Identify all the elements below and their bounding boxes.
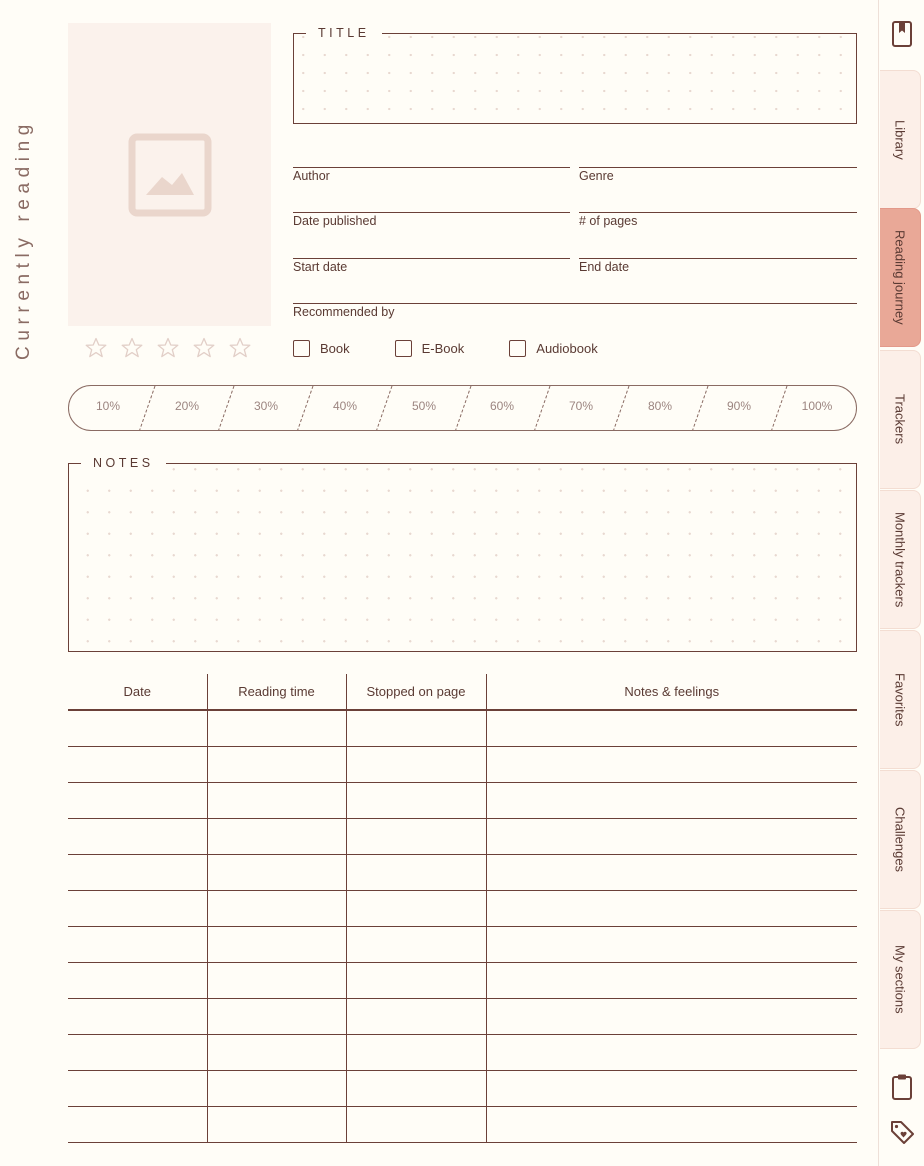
log-cell[interactable] [68,710,207,746]
progress-segment[interactable]: 20% [174,399,200,413]
log-cell[interactable] [68,782,207,818]
log-cell[interactable] [346,1106,486,1142]
tab-challenges-label: Challenges [892,806,908,873]
notes-field[interactable] [68,456,857,652]
log-cell[interactable] [486,890,857,926]
start-date-field[interactable] [293,258,570,292]
log-header-notes-feelings: Notes & feelings [486,674,857,710]
table-row [68,1034,857,1070]
log-cell[interactable] [207,710,346,746]
table-row [68,890,857,926]
genre-field[interactable] [579,167,857,201]
log-cell[interactable] [207,1034,346,1070]
star-icon[interactable] [228,336,252,360]
log-cell[interactable] [346,998,486,1034]
reading-log-table [68,674,857,1143]
star-icon[interactable] [192,336,216,360]
tab-trackers-label: Trackers [892,394,908,445]
table-row [68,962,857,998]
progress-segment[interactable]: 70% [568,399,594,413]
log-cell[interactable] [486,818,857,854]
table-row [68,746,857,782]
book-cover-placeholder[interactable] [68,23,271,326]
log-cell[interactable] [207,1106,346,1142]
table-row [68,782,857,818]
tag-heart-icon[interactable] [888,1118,916,1146]
table-row [68,1070,857,1106]
log-cell[interactable] [346,1070,486,1106]
log-cell[interactable] [346,962,486,998]
log-cell[interactable] [68,854,207,890]
log-cell[interactable] [346,818,486,854]
tab-reading-journey-label: Reading journey [892,230,908,325]
log-cell[interactable] [486,710,857,746]
log-cell[interactable] [68,1070,207,1106]
book-label: Book [320,341,350,356]
notes-label: NOTES [81,455,166,471]
author-field[interactable] [293,167,570,201]
star-icon[interactable] [84,336,108,360]
recommended-by-field[interactable] [293,303,857,337]
table-row [68,710,857,746]
star-rating [84,336,252,360]
tab-reading-journey[interactable] [880,208,921,347]
log-cell[interactable] [68,962,207,998]
tab-trackers[interactable] [880,350,921,489]
bookmark-icon[interactable] [888,20,916,48]
side-title: Currently reading [13,119,34,361]
table-row [68,1106,857,1142]
log-cell[interactable] [207,854,346,890]
title-label: TITLE [306,25,382,41]
reading-progress-bar [68,385,857,431]
format-audiobook-option[interactable] [509,340,597,357]
tab-favorites-label: Favorites [892,672,908,727]
end-date-label: End date [579,260,630,274]
progress-segment[interactable]: 80% [647,399,673,413]
progress-segment[interactable]: 90% [726,399,752,413]
log-cell[interactable] [68,818,207,854]
progress-segment[interactable]: 40% [332,399,358,413]
log-header-stopped-on-page: Stopped on page [346,674,486,710]
log-cell[interactable] [68,746,207,782]
log-cell[interactable] [346,1034,486,1070]
start-date-label: Start date [293,260,348,274]
log-cell[interactable] [486,746,857,782]
log-cell[interactable] [68,998,207,1034]
table-row [68,818,857,854]
log-cell[interactable] [207,1070,346,1106]
pages-field[interactable] [579,212,857,246]
log-cell[interactable] [207,746,346,782]
log-cell[interactable] [207,962,346,998]
tab-favorites[interactable] [880,630,921,769]
format-options [293,340,643,357]
log-cell[interactable] [346,926,486,962]
log-cell[interactable] [486,926,857,962]
log-cell[interactable] [346,890,486,926]
log-cell[interactable] [207,926,346,962]
format-book-option[interactable] [293,340,350,357]
book-checkbox[interactable] [293,340,310,357]
tab-library[interactable] [880,70,921,209]
log-cell[interactable] [486,1034,857,1070]
tab-challenges[interactable] [880,770,921,909]
tab-library-label: Library [892,119,908,160]
star-icon[interactable] [156,336,180,360]
progress-segment[interactable]: 30% [253,399,279,413]
ebook-label: E-Book [421,341,465,356]
table-row [68,854,857,890]
ebook-checkbox[interactable] [395,340,412,357]
log-cell[interactable] [346,710,486,746]
log-cell[interactable] [486,962,857,998]
log-header-reading-time: Reading time [207,674,346,710]
log-cell[interactable] [207,818,346,854]
log-cell[interactable] [346,854,486,890]
pages-label: # of pages [579,214,638,228]
end-date-field[interactable] [579,258,857,292]
log-cell[interactable] [207,890,346,926]
log-cell[interactable] [486,998,857,1034]
log-cell[interactable] [486,1070,857,1106]
tab-my-sections-label: My sections [892,945,908,1014]
log-cell[interactable] [486,854,857,890]
date-published-label: Date published [293,214,377,228]
author-label: Author [293,169,330,183]
log-cell[interactable] [68,926,207,962]
format-ebook-option[interactable] [395,340,465,357]
audiobook-checkbox[interactable] [509,340,526,357]
clipboard-icon[interactable] [888,1073,916,1101]
log-cell[interactable] [486,782,857,818]
log-cell[interactable] [68,1106,207,1142]
log-cell[interactable] [486,1106,857,1142]
tab-my-sections[interactable] [880,910,921,1049]
title-field[interactable] [293,26,857,124]
progress-segment[interactable]: 60% [489,399,515,413]
log-cell[interactable] [68,890,207,926]
log-cell[interactable] [346,782,486,818]
progress-segment[interactable]: 50% [411,399,437,413]
progress-segment[interactable]: 100% [801,399,833,413]
log-cell[interactable] [207,782,346,818]
recommended-by-label: Recommended by [293,305,395,319]
audiobook-label: Audiobook [536,341,598,356]
star-icon[interactable] [120,336,144,360]
tab-monthly-trackers-label: Monthly trackers [892,511,908,608]
table-row [68,998,857,1034]
log-cell[interactable] [68,1034,207,1070]
log-cell[interactable] [346,746,486,782]
progress-segment[interactable]: 10% [95,399,121,413]
log-header-date: Date [68,674,207,710]
log-rows [68,710,857,1142]
tab-monthly-trackers[interactable] [880,490,921,629]
log-cell[interactable] [207,998,346,1034]
date-published-field[interactable] [293,212,570,246]
image-placeholder-icon [128,133,212,217]
genre-label: Genre [579,169,614,183]
table-row [68,926,857,962]
